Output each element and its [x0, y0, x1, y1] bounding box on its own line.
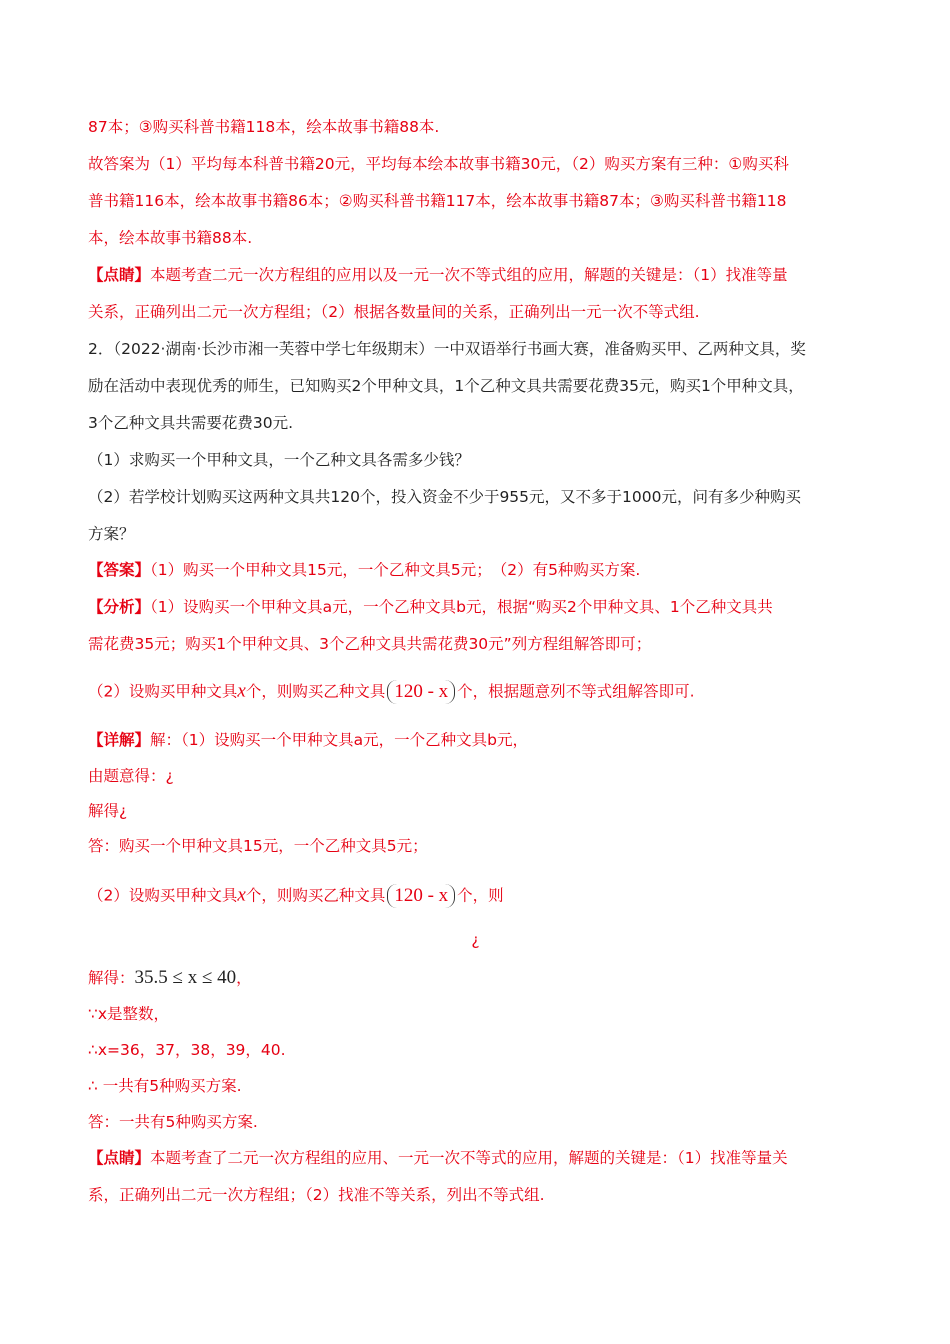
solution-line-1: 87本；③购买科普书籍118本，绘本故事书籍88本. [88, 118, 440, 136]
question-2-line-2: 励在活动中表现优秀的师生，已知购买2个甲种文具，1个乙种文具共需要花费35元，购买1个甲种文具， [88, 377, 804, 395]
comment-tag: 【点睛】 [88, 266, 151, 284]
inequality-system: ¿ [471, 931, 480, 949]
solve-label: 解得： [88, 969, 135, 987]
analysis-tag: 【分析】 [88, 598, 151, 616]
analysis-part2-text-b: 个，则购买乙种文具 [245, 682, 386, 701]
expression-120-minus-x: 120 - x [387, 680, 455, 704]
analysis-line-2: 需花费35元；购买1个甲种文具、3个乙种文具共需花费30元”列方程组解答即可； [88, 635, 652, 653]
answer-summary-line-3: 本，绘本故事书籍88本. [88, 229, 253, 247]
detail-answer-1: 答：购买一个甲种文具15元，一个乙种文具5元； [88, 837, 428, 855]
detail-integer-note: ∵x是整数， [88, 1005, 170, 1023]
question-2-line-3: 3个乙种文具共需要花费30元. [88, 414, 294, 432]
detail-line-1 [88, 730, 878, 750]
detail-text: 解：（1）设购买一个甲种文具a元，一个乙种文具b元， [150, 731, 528, 749]
answer-line [88, 560, 878, 580]
detail-equation-setup: 由题意得：¿ [88, 767, 174, 785]
question-2-line-1: 2．（2022·湖南·长沙市湘一芙蓉中学七年级期末）一中双语举行书画大赛，准备购买甲、乙两种文具，奖 [88, 340, 806, 358]
variable-x: x [237, 884, 246, 906]
analysis-line-1 [88, 597, 878, 617]
analysis-line-3 [88, 680, 878, 704]
inequality-result: 35.5 ≤ x ≤ 40 [134, 967, 237, 988]
comment-tag: 【点睛】 [88, 1149, 151, 1167]
analysis-text: （1）设购买一个甲种文具a元，一个乙种文具b元，根据“购买2个甲种文具、1个乙种文具共 [150, 598, 773, 616]
comment-text: 本题考查了二元一次方程组的应用、一元一次不等式的应用，解题的关键是：（1）找准等量关 [150, 1149, 788, 1167]
question-2-part-1: （1）求购买一个甲种文具，一个乙种文具各需多少钱？ [88, 451, 470, 469]
detail-solve-inequality [88, 968, 878, 988]
answer-text: （1）购买一个甲种文具15元，一个乙种文具5元； （2）有5种购买方案. [150, 561, 641, 579]
detail-part2-text-c: 个，则 [457, 886, 504, 905]
comment-text: 本题考查二元一次方程组的应用以及一元一次不等式组的应用，解题的关键是：（1）找准等量 [150, 266, 788, 284]
answer-tag: 【答案】 [88, 561, 151, 579]
detail-solve: 解得¿ [88, 802, 128, 820]
comment-line-2b: 系，正确列出二元一次方程组；（2）找准不等关系，列出不等式组. [88, 1186, 545, 1204]
answer-summary-line-1: 故答案为（1）平均每本科普书籍20元，平均每本绘本故事书籍30元，（2）购买方案有三种：①购买科 [88, 155, 789, 173]
question-2-part-2-cont: 方案？ [88, 525, 135, 543]
answer-summary-line-2: 普书籍116本，绘本故事书籍86本；②购买科普书籍117本，绘本故事书籍87本；③购买科普书籍118 [88, 192, 787, 210]
comment-paragraph-1 [88, 265, 878, 285]
detail-part2-text-a: （2）设购买甲种文具 [88, 886, 238, 905]
comment-paragraph-2 [88, 1148, 878, 1168]
variable-x: x [237, 680, 246, 702]
expression-120-minus-x: 120 - x [387, 884, 455, 908]
detail-conclusion: ∴ 一共有5种购买方案. [88, 1077, 242, 1095]
question-2-part-2: （2）若学校计划购买这两种文具共120个，投入资金不少于955元，又不多于1000元，问有多少种购买 [88, 488, 801, 506]
detail-tag: 【详解】 [88, 731, 151, 749]
comment-line-2: 关系，正确列出二元一次方程组；（2）根据各数量间的关系，正确列出一元一次不等式组. [88, 303, 700, 321]
detail-x-values: ∴x=36，37，38，39，40. [88, 1041, 286, 1059]
analysis-part2-text-c: 个，根据题意列不等式组解答即可. [457, 682, 695, 701]
analysis-part2-text-a: （2）设购买甲种文具 [88, 682, 238, 701]
solve-comma: ， [236, 969, 252, 987]
detail-part2-text-b: 个，则购买乙种文具 [245, 886, 386, 905]
detail-part2-setup [88, 884, 878, 908]
detail-answer-2: 答：一共有5种购买方案. [88, 1113, 258, 1131]
